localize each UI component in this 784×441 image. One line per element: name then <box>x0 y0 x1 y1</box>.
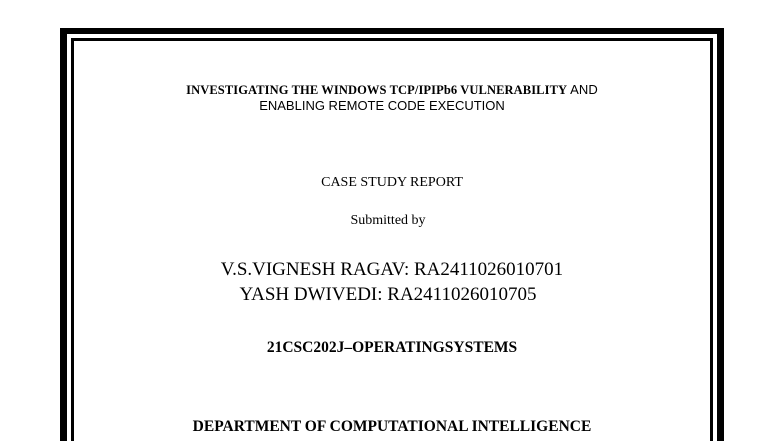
author-1: V.S.VIGNESH RAGAV: RA2411026010701 <box>220 259 564 280</box>
report-title-line-2: ENABLING REMOTE CODE EXECUTION <box>259 98 505 113</box>
report-title-line-1-sans: AND <box>567 82 598 97</box>
report-type: CASE STUDY REPORT <box>321 175 463 190</box>
submitted-by-label: Submitted by <box>350 213 426 228</box>
author-2: YASH DWIVEDI: RA2411026010705 <box>239 284 537 305</box>
department-name: DEPARTMENT OF COMPUTATIONAL INTELLIGENCE <box>192 418 592 435</box>
report-title-line-1 <box>74 82 710 98</box>
course-code: 21CSC202J–OPERATINGSYSTEMS <box>266 339 518 356</box>
page-content <box>74 41 710 441</box>
report-title-line-1-serif: INVESTIGATING THE WINDOWS TCP/IPIPb6 VULNERABILITY <box>186 83 568 97</box>
